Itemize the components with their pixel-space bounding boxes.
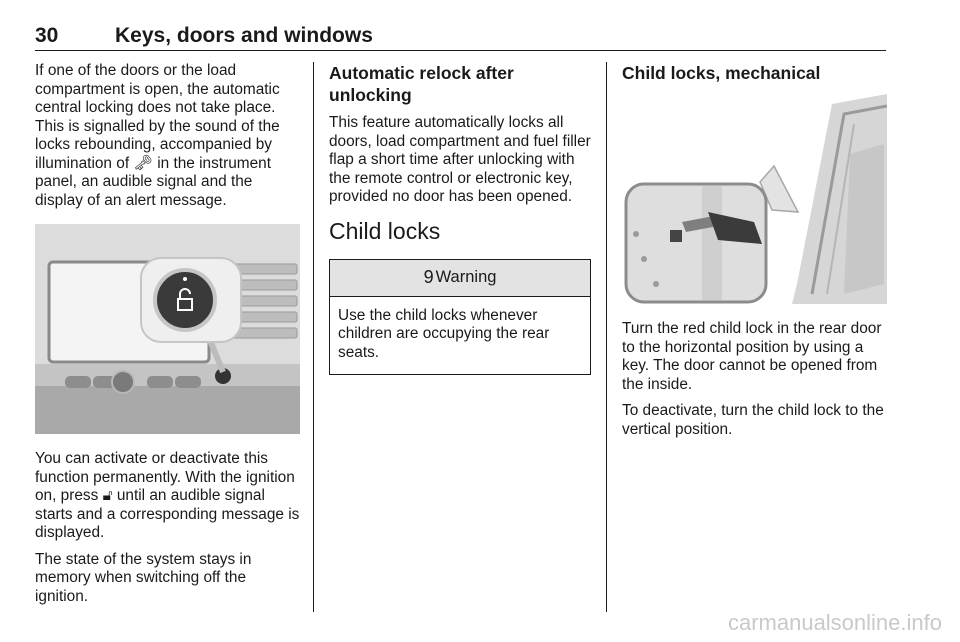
warning-text: Use the child locks whenever children are occupying the rear seats.	[338, 306, 550, 361]
warning-box	[329, 259, 591, 376]
child-lock-key-illustration	[622, 94, 887, 304]
warning-icon: 9	[423, 267, 434, 287]
paragraph: This feature automatically locks all doors, load compartment and fuel filler flap a short time after unlocking with the remote control or electronic key, provided no door has been opened.	[329, 114, 591, 205]
dashboard-lock-button-illustration	[35, 224, 300, 434]
paragraph: Turn the red child lock in the rear door to the horizontal position by using a key. The door cannot be opened from the inside.	[622, 320, 882, 393]
column-right	[622, 62, 887, 447]
paragraph: The state of the system stays in memory when switching off the ignition.	[35, 550, 252, 605]
page-title: Keys, doors and windows	[115, 24, 373, 47]
column-middle	[329, 62, 591, 375]
warning-title: Warning	[435, 268, 497, 286]
column-left	[35, 62, 300, 614]
warning-body	[330, 297, 590, 375]
section-heading: Child locks, mechanical	[622, 63, 821, 83]
watermark: carmanualsonline.info	[727, 610, 942, 635]
section-title: Child locks	[329, 217, 441, 244]
paragraph: If one of the doors or the load compartment is open, the automatic central locking does not take place. This is signalled by the sound of the locks rebounding, accompanied by illumination of 🗝 in the instrument panel, an audible signal and the display of an alert message.	[35, 62, 280, 209]
paragraph: To deactivate, turn the child lock to the vertical position.	[622, 402, 884, 438]
page-number: 30	[35, 24, 59, 47]
warning-header	[330, 260, 590, 297]
column-divider	[313, 62, 314, 612]
section-heading: Automatic relock after unlocking	[329, 63, 514, 105]
page-header	[35, 22, 886, 51]
paragraph: You can activate or deactivate this function permanently. With the ignition on, press 🔓︎ until an audible signal starts and a corresponding message is displayed.	[35, 450, 300, 541]
column-divider	[606, 62, 607, 612]
